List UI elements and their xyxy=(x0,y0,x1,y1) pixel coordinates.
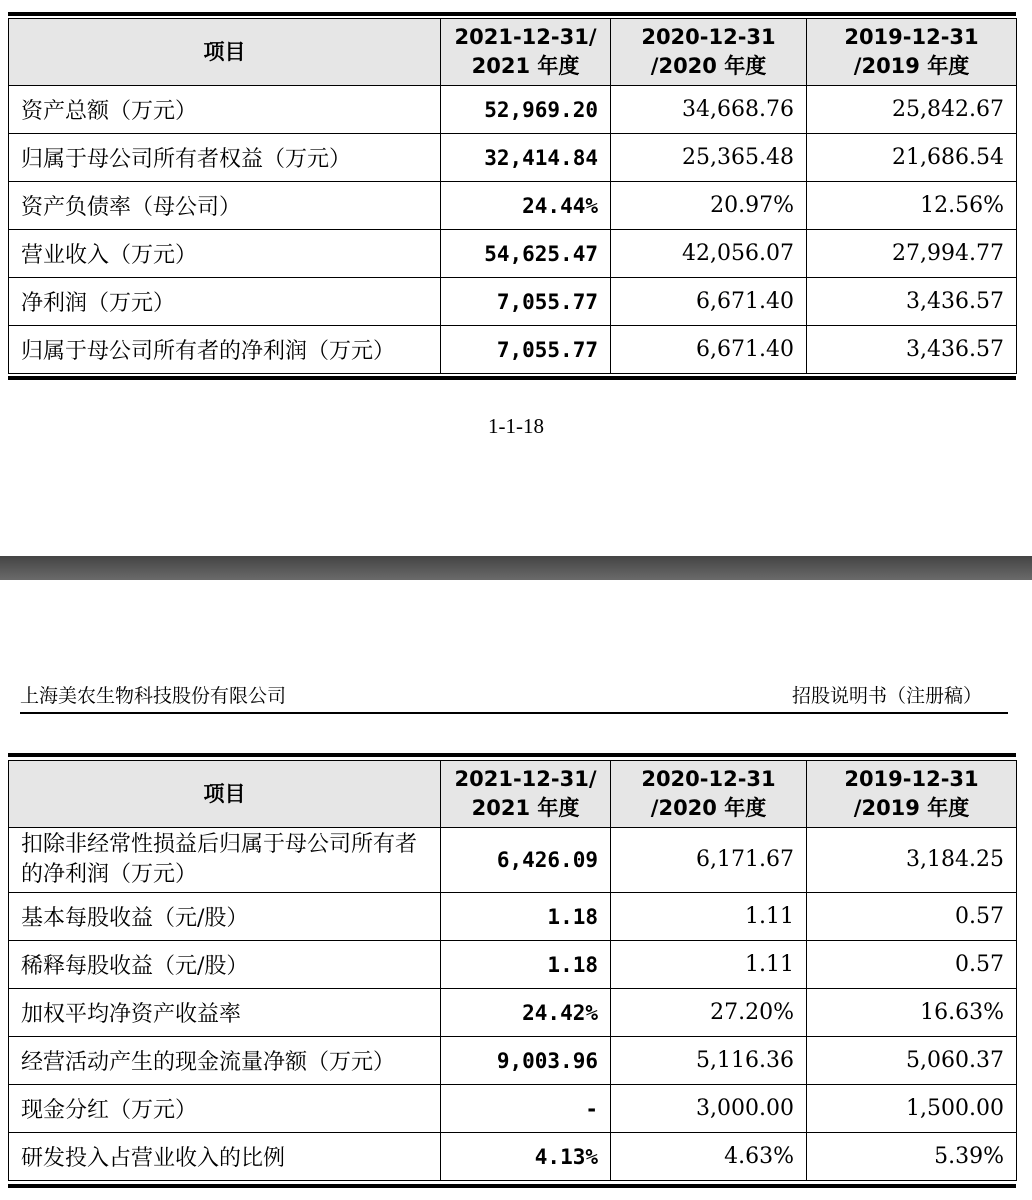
value-2019: 21,686.54 xyxy=(807,134,1017,182)
row-label: 基本每股收益（元/股） xyxy=(9,893,441,941)
col-header-2021: 2021-12-31/ 2021 年度 xyxy=(441,19,611,86)
table-row xyxy=(9,278,1017,326)
value-2019: 0.57 xyxy=(807,893,1017,941)
value-2020: 6,171.67 xyxy=(611,828,807,893)
col-header-2019: 2019-12-31 /2019 年度 xyxy=(807,19,1017,86)
running-header xyxy=(20,682,1008,714)
table-top-rule xyxy=(8,12,1016,16)
table-row xyxy=(9,86,1017,134)
table-header-row xyxy=(9,19,1017,86)
col-header-2021: 2021-12-31/ 2021 年度 xyxy=(441,761,611,828)
value-2020: 25,365.48 xyxy=(611,134,807,182)
table-top-rule xyxy=(8,753,1016,757)
value-2019: 3,436.57 xyxy=(807,326,1017,374)
table-row xyxy=(9,828,1017,893)
value-2021: 4.13% xyxy=(441,1133,611,1181)
value-2021: - xyxy=(441,1085,611,1133)
col-header-item: 项目 xyxy=(9,761,441,828)
row-label: 归属于母公司所有者权益（万元） xyxy=(9,134,441,182)
value-2021: 1.18 xyxy=(441,941,611,989)
row-label: 资产总额（万元） xyxy=(9,86,441,134)
table-row xyxy=(9,1037,1017,1085)
value-2019: 25,842.67 xyxy=(807,86,1017,134)
value-2020: 3,000.00 xyxy=(611,1085,807,1133)
value-2019: 5,060.37 xyxy=(807,1037,1017,1085)
value-2021: 24.44% xyxy=(441,182,611,230)
value-2021: 7,055.77 xyxy=(441,326,611,374)
table-bottom-rule xyxy=(8,1184,1016,1188)
table-bottom-rule xyxy=(8,376,1016,380)
row-label: 经营活动产生的现金流量净额（万元） xyxy=(9,1037,441,1085)
value-2021: 1.18 xyxy=(441,893,611,941)
table-row xyxy=(9,326,1017,374)
value-2021: 7,055.77 xyxy=(441,278,611,326)
row-label: 加权平均净资产收益率 xyxy=(9,989,441,1037)
page-number: 1-1-18 xyxy=(488,414,544,438)
row-label: 归属于母公司所有者的净利润（万元） xyxy=(9,326,441,374)
value-2020: 6,671.40 xyxy=(611,278,807,326)
row-label: 现金分红（万元） xyxy=(9,1085,441,1133)
value-2019: 5.39% xyxy=(807,1133,1017,1181)
financial-table-2 xyxy=(8,760,1017,1181)
value-2021: 24.42% xyxy=(441,989,611,1037)
value-2021: 9,003.96 xyxy=(441,1037,611,1085)
table-row xyxy=(9,893,1017,941)
page-separator xyxy=(0,556,1032,580)
value-2019: 12.56% xyxy=(807,182,1017,230)
value-2019: 16.63% xyxy=(807,989,1017,1037)
table-row xyxy=(9,134,1017,182)
document-title: 招股说明书（注册稿） xyxy=(791,685,982,707)
table-row xyxy=(9,1133,1017,1181)
row-label: 稀释每股收益（元/股） xyxy=(9,941,441,989)
value-2021: 32,414.84 xyxy=(441,134,611,182)
value-2021: 52,969.20 xyxy=(441,86,611,134)
table-row xyxy=(9,941,1017,989)
value-2020: 20.97% xyxy=(611,182,807,230)
row-label: 研发投入占营业收入的比例 xyxy=(9,1133,441,1181)
value-2021: 6,426.09 xyxy=(441,828,611,893)
company-name: 上海美农生物科技股份有限公司 xyxy=(20,685,287,707)
value-2020: 42,056.07 xyxy=(611,230,807,278)
value-2020: 4.63% xyxy=(611,1133,807,1181)
financial-table-1 xyxy=(8,18,1017,374)
row-label: 资产负债率（母公司） xyxy=(9,182,441,230)
row-label: 营业收入（万元） xyxy=(9,230,441,278)
value-2020: 6,671.40 xyxy=(611,326,807,374)
value-2019: 3,436.57 xyxy=(807,278,1017,326)
value-2019: 1,500.00 xyxy=(807,1085,1017,1133)
value-2019: 27,994.77 xyxy=(807,230,1017,278)
table-row xyxy=(9,989,1017,1037)
value-2020: 34,668.76 xyxy=(611,86,807,134)
value-2021: 54,625.47 xyxy=(441,230,611,278)
table-header-row xyxy=(9,761,1017,828)
row-label: 净利润（万元） xyxy=(9,278,441,326)
value-2020: 27.20% xyxy=(611,989,807,1037)
col-header-2020: 2020-12-31 /2020 年度 xyxy=(611,761,807,828)
col-header-item: 项目 xyxy=(9,19,441,86)
value-2020: 1.11 xyxy=(611,941,807,989)
value-2019: 3,184.25 xyxy=(807,828,1017,893)
value-2020: 5,116.36 xyxy=(611,1037,807,1085)
value-2020: 1.11 xyxy=(611,893,807,941)
col-header-2020: 2020-12-31 /2020 年度 xyxy=(611,19,807,86)
table-row xyxy=(9,230,1017,278)
row-label: 扣除非经常性损益后归属于母公司所有者的净利润（万元） xyxy=(9,828,441,893)
table-row xyxy=(9,182,1017,230)
value-2019: 0.57 xyxy=(807,941,1017,989)
table-row xyxy=(9,1085,1017,1133)
col-header-2019: 2019-12-31 /2019 年度 xyxy=(807,761,1017,828)
